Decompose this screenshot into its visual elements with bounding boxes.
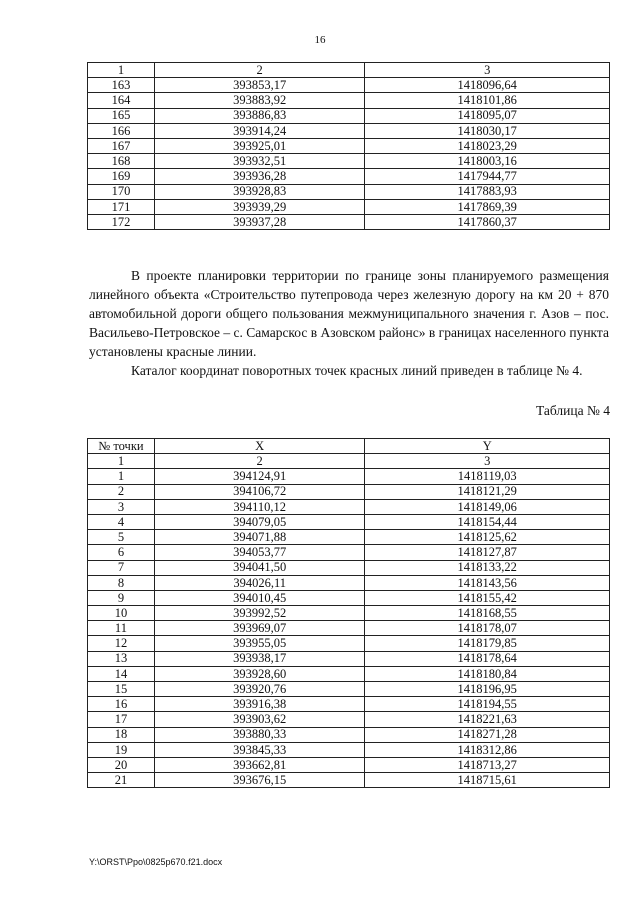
cell-point-number: 4 — [88, 514, 155, 529]
table-row — [88, 757, 610, 772]
cell-y: 1418271,28 — [365, 727, 610, 742]
cell-y: 1418030,17 — [365, 123, 610, 138]
cell-y: 1418127,87 — [365, 545, 610, 560]
table-row — [88, 727, 610, 742]
cell-x: 394124,91 — [154, 469, 365, 484]
table-row — [88, 545, 610, 560]
cell-y: 1418095,07 — [365, 108, 610, 123]
cell-x: 393928,60 — [154, 666, 365, 681]
table-row — [88, 78, 610, 93]
cell-x: 393928,83 — [154, 184, 365, 199]
cell-x: 393880,33 — [154, 727, 365, 742]
cell-x: 394106,72 — [154, 484, 365, 499]
cell-point-number: 3 — [88, 499, 155, 514]
table-row — [88, 590, 610, 605]
cell-point-number: 6 — [88, 545, 155, 560]
cell-point-number: 17 — [88, 712, 155, 727]
cell-point-number: 10 — [88, 606, 155, 621]
cell-y: 1418178,07 — [365, 621, 610, 636]
table-row — [88, 93, 610, 108]
column-header-point-number: № точки — [88, 439, 155, 454]
cell-x: 393920,76 — [154, 682, 365, 697]
cell-y: 1418154,44 — [365, 514, 610, 529]
cell-x: 394010,45 — [154, 590, 365, 605]
table-row — [88, 575, 610, 590]
cell-point-number: 172 — [88, 214, 155, 229]
cell-point-number: 19 — [88, 742, 155, 757]
cell-y: 1418312,86 — [365, 742, 610, 757]
cell-y: 1418119,03 — [365, 469, 610, 484]
cell-y: 1418713,27 — [365, 757, 610, 772]
cell-x: 394026,11 — [154, 575, 365, 590]
cell-x: 393662,81 — [154, 757, 365, 772]
cell-y: 1418143,56 — [365, 575, 610, 590]
column-header-y: Y — [365, 439, 610, 454]
table-row — [88, 742, 610, 757]
body-text — [89, 266, 609, 380]
cell-point-number: 5 — [88, 530, 155, 545]
cell-point-number: 8 — [88, 575, 155, 590]
cell-y: 1418168,55 — [365, 606, 610, 621]
cell-y: 1418221,63 — [365, 712, 610, 727]
table-row — [88, 560, 610, 575]
cell-y: 1418125,62 — [365, 530, 610, 545]
column-header-x: X — [154, 439, 365, 454]
cell-x: 393969,07 — [154, 621, 365, 636]
table-row — [88, 697, 610, 712]
cell-x: 394053,77 — [154, 545, 365, 560]
cell-point-number: 7 — [88, 560, 155, 575]
cell-y: 1417869,39 — [365, 199, 610, 214]
table-row — [88, 636, 610, 651]
cell-point-number: 14 — [88, 666, 155, 681]
cell-point-number: 13 — [88, 651, 155, 666]
cell-y: 1417860,37 — [365, 214, 610, 229]
cell-y: 1418133,22 — [365, 560, 610, 575]
column-number: 3 — [365, 63, 610, 78]
table-header-row — [88, 63, 610, 78]
cell-point-number: 9 — [88, 590, 155, 605]
cell-point-number: 12 — [88, 636, 155, 651]
cell-x: 393936,28 — [154, 169, 365, 184]
cell-x: 394079,05 — [154, 514, 365, 529]
cell-y: 1417944,77 — [365, 169, 610, 184]
cell-y: 1418179,85 — [365, 636, 610, 651]
cell-x: 393992,52 — [154, 606, 365, 621]
file-path-footer: Y:\ORST\Ppo\0825p670.f21.docx — [89, 857, 223, 867]
cell-y: 1418180,84 — [365, 666, 610, 681]
table-row — [88, 184, 610, 199]
table-row — [88, 484, 610, 499]
cell-x: 393903,62 — [154, 712, 365, 727]
cell-x: 394071,88 — [154, 530, 365, 545]
table-row — [88, 214, 610, 229]
table-row — [88, 154, 610, 169]
cell-x: 393883,92 — [154, 93, 365, 108]
cell-point-number: 18 — [88, 727, 155, 742]
table-row — [88, 469, 610, 484]
cell-x: 393916,38 — [154, 697, 365, 712]
cell-x: 394041,50 — [154, 560, 365, 575]
paragraph-red-lines: В проекте планировки территории по границе зоны планируемого размещения линейного объекта «Строительство путепровода через железную дорогу на км 20 + 870 автомобильной дороги общего пользования межмуниципального значения г. Азов – пос. Васильево-Петровское – с. Самарскос в Азовском районс» в границах населенного пункта установлены красные линии. — [89, 268, 609, 359]
cell-y: 1418715,61 — [365, 773, 610, 788]
table-row — [88, 530, 610, 545]
cell-x: 393886,83 — [154, 108, 365, 123]
cell-point-number: 11 — [88, 621, 155, 636]
cell-y: 1418149,06 — [365, 499, 610, 514]
cell-x: 393938,17 — [154, 651, 365, 666]
cell-x: 394110,12 — [154, 499, 365, 514]
cell-point-number: 168 — [88, 154, 155, 169]
table-row — [88, 682, 610, 697]
cell-y: 1418196,95 — [365, 682, 610, 697]
table-body — [88, 78, 610, 230]
cell-point-number: 20 — [88, 757, 155, 772]
table-header-row — [88, 439, 610, 454]
cell-y: 1418023,29 — [365, 138, 610, 153]
table-caption: Таблица № 4 — [536, 403, 610, 418]
table-row — [88, 138, 610, 153]
table-row — [88, 514, 610, 529]
cell-y: 1418194,55 — [365, 697, 610, 712]
table-row — [88, 108, 610, 123]
table-row — [88, 499, 610, 514]
cell-x: 393914,24 — [154, 123, 365, 138]
column-number: 2 — [154, 454, 365, 469]
cell-point-number: 164 — [88, 93, 155, 108]
table-row — [88, 169, 610, 184]
table-row — [88, 651, 610, 666]
cell-x: 393955,05 — [154, 636, 365, 651]
table-row — [88, 773, 610, 788]
column-number: 3 — [365, 454, 610, 469]
column-number: 1 — [88, 63, 155, 78]
cell-point-number: 163 — [88, 78, 155, 93]
cell-point-number: 15 — [88, 682, 155, 697]
cell-x: 393932,51 — [154, 154, 365, 169]
cell-x: 393845,33 — [154, 742, 365, 757]
table-row — [88, 606, 610, 621]
cell-x: 393676,15 — [154, 773, 365, 788]
table-body — [88, 469, 610, 788]
table-subheader-row — [88, 454, 610, 469]
cell-y: 1418096,64 — [365, 78, 610, 93]
cell-point-number: 171 — [88, 199, 155, 214]
column-number: 1 — [88, 454, 155, 469]
cell-point-number: 169 — [88, 169, 155, 184]
column-number: 2 — [154, 63, 365, 78]
table-row — [88, 712, 610, 727]
cell-x: 393925,01 — [154, 138, 365, 153]
cell-y: 1418003,16 — [365, 154, 610, 169]
table-row — [88, 621, 610, 636]
cell-point-number: 165 — [88, 108, 155, 123]
coordinates-table-continued — [87, 62, 610, 230]
cell-point-number: 16 — [88, 697, 155, 712]
cell-x: 393937,28 — [154, 214, 365, 229]
table-row — [88, 123, 610, 138]
cell-y: 1417883,93 — [365, 184, 610, 199]
cell-point-number: 1 — [88, 469, 155, 484]
cell-point-number: 2 — [88, 484, 155, 499]
table-row — [88, 666, 610, 681]
cell-y: 1418101,86 — [365, 93, 610, 108]
coordinates-table-4 — [87, 438, 610, 788]
cell-y: 1418155,42 — [365, 590, 610, 605]
page-number: 16 — [314, 34, 326, 46]
cell-x: 393853,17 — [154, 78, 365, 93]
cell-point-number: 170 — [88, 184, 155, 199]
cell-point-number: 21 — [88, 773, 155, 788]
table-row — [88, 199, 610, 214]
cell-point-number: 167 — [88, 138, 155, 153]
paragraph-catalog-reference: Каталог координат поворотных точек красных линий приведен в таблице № 4. — [131, 363, 583, 378]
cell-point-number: 166 — [88, 123, 155, 138]
cell-y: 1418178,64 — [365, 651, 610, 666]
cell-x: 393939,29 — [154, 199, 365, 214]
cell-y: 1418121,29 — [365, 484, 610, 499]
